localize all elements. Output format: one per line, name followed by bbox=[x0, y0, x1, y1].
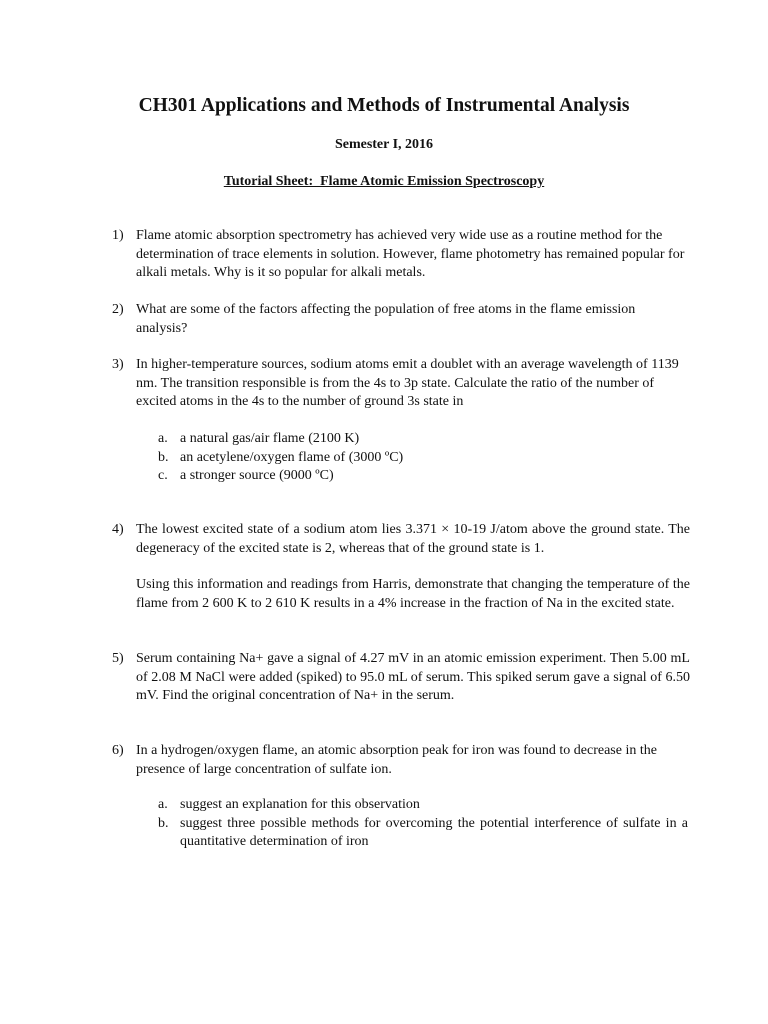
part-letter: c. bbox=[158, 468, 168, 484]
question-part bbox=[158, 467, 688, 486]
question-6-parts bbox=[158, 796, 688, 852]
tutorial-heading bbox=[0, 173, 768, 191]
question-number: 1) bbox=[112, 228, 124, 243]
question-number: 4) bbox=[112, 522, 124, 537]
part-text: suggest an explanation for this observation bbox=[180, 797, 420, 812]
part-letter: b. bbox=[158, 815, 169, 831]
question-text: In a hydrogen/oxygen flame, an atomic absorption peak for iron was found to decrease in the presence of large concentration of sulfate ion. bbox=[136, 743, 657, 777]
part-letter: a. bbox=[158, 797, 168, 812]
part-text: an acetylene/oxygen flame of (3000 ºC) bbox=[180, 449, 404, 465]
question-1 bbox=[112, 227, 712, 283]
tutorial-heading-text: Tutorial Sheet: Flame Atomic Emission Spectroscopy bbox=[223, 174, 545, 189]
question-text: What are some of the factors affecting the population of free atoms in the flame emission analysis? bbox=[136, 302, 636, 336]
part-letter: a. bbox=[158, 431, 168, 446]
question-2 bbox=[112, 301, 712, 338]
part-text: a natural gas/air flame (2100 K) bbox=[180, 431, 360, 446]
question-5 bbox=[112, 650, 712, 706]
question-text: The lowest excited state of a sodium atom lies 3.371 × 10-19 J/atom above the ground state. The degeneracy of the excited state is 2, whereas that of the ground state is 1. bbox=[136, 522, 690, 556]
question-part bbox=[158, 815, 688, 852]
question-part bbox=[158, 449, 688, 468]
question-number: 2) bbox=[112, 302, 124, 317]
question-4 bbox=[112, 521, 712, 613]
question-part bbox=[158, 796, 688, 815]
question-3 bbox=[112, 356, 712, 412]
question-part bbox=[158, 430, 688, 449]
question-number: 5) bbox=[112, 651, 124, 666]
part-text: suggest three possible methods for overcoming the potential interference of sulfate in a quantitative determination of iron bbox=[180, 815, 688, 850]
question-3-parts bbox=[158, 430, 688, 486]
question-text-continued: Using this information and readings from Harris, demonstrate that changing the temperature of the flame from 2 600 K to 2 610 K results in a 4% increase in the fraction of Na in the excited state. bbox=[136, 577, 690, 611]
question-text: In higher-temperature sources, sodium atoms emit a doublet with an average wavelength of 1139 nm. The transition responsible is from the 4s to 3p state. Calculate the ratio of the number of excited atoms in the 4s to the number of ground 3s state in bbox=[136, 357, 679, 410]
part-text: a stronger source (9000 ºC) bbox=[180, 468, 334, 484]
question-text: Serum containing Na+ gave a signal of 4.27 mV in an atomic emission experiment. Then 5.00 mL of 2.08 M NaCl were added (spiked) to 95.0 mL of serum. This spiked serum gave a signal of 6.50 mV. Find the original concentration of Na+ in the serum. bbox=[136, 651, 690, 704]
page-title: CH301 Applications and Methods of Instrumental Analysis bbox=[138, 95, 630, 116]
part-letter: b. bbox=[158, 449, 169, 465]
question-number: 3) bbox=[112, 357, 124, 372]
semester-label: Semester I, 2016 bbox=[334, 137, 434, 152]
question-number: 6) bbox=[112, 743, 124, 758]
question-text: Flame atomic absorption spectrometry has achieved very wide use as a routine method for the determination of trace elements in solution. However, flame photometry has remained popular for alkali metals. Why is it so popular for alkali metals. bbox=[136, 228, 685, 281]
question-6 bbox=[112, 742, 712, 779]
